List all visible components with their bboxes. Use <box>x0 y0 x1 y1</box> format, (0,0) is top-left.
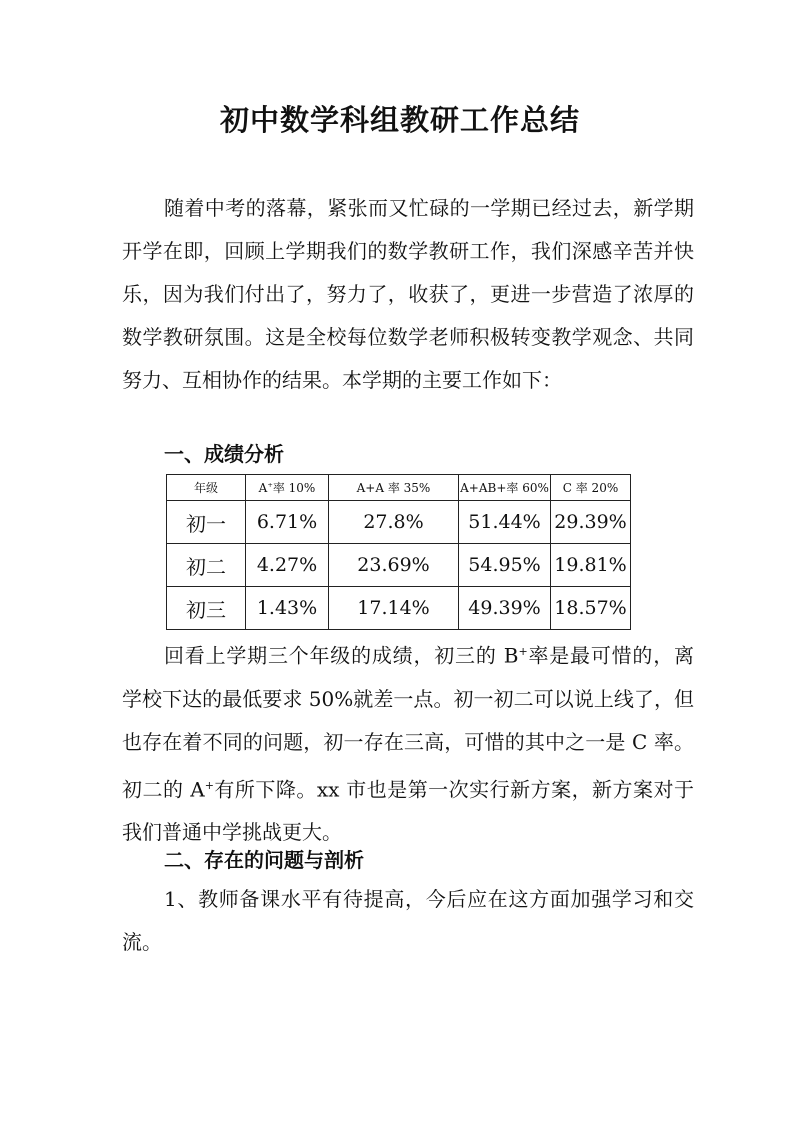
section-heading-score-analysis: 一、成绩分析 <box>164 442 284 466</box>
cell-a-plus: 6.71% <box>246 501 329 544</box>
header-grade: 年级 <box>167 475 246 501</box>
intro-paragraph: 随着中考的落幕，紧张而又忙碌的一学期已经过去，新学期开学在即，回顾上学期我们的数学教研工作，我们深感辛苦并快乐，因为我们付出了，努力了，收获了，更进一步营造了浓厚的数学教研氛围。这是全校每位数学老师积极转变教学观念、共同努力、互相协作的结果。本学期的主要工作如下： <box>122 196 694 392</box>
header-a-plus-a-rate: A+A 率 35% <box>329 475 459 501</box>
cell-a-plus-a: 27.8% <box>329 501 459 544</box>
header-a-plus-prefix: A <box>258 481 268 495</box>
cell-a-plus-a: 17.14% <box>329 587 459 630</box>
score-table <box>166 474 631 630</box>
cell-c-rate: 18.57% <box>551 587 631 630</box>
cell-grade: 初二 <box>167 544 246 587</box>
table-header-row <box>167 475 631 501</box>
analysis-sup-2: + <box>204 778 214 792</box>
cell-a-plus-ab: 54.95% <box>459 544 551 587</box>
table-row <box>167 587 631 630</box>
header-a-plus-ab-rate: A+AB+率 60% <box>459 475 551 501</box>
cell-a-plus-ab: 51.44% <box>459 501 551 544</box>
header-c-rate: C 率 20% <box>551 475 631 501</box>
cell-a-plus: 4.27% <box>246 544 329 587</box>
header-a-plus-suffix: 率 10% <box>272 481 316 495</box>
table-row <box>167 544 631 587</box>
cell-a-plus-a: 23.69% <box>329 544 459 587</box>
cell-grade: 初一 <box>167 501 246 544</box>
analysis-text-2: 率是最可惜的，离学校下达的最低要求 50%就差一点。初一初二可以说上线了，但也存在着不同的问题，初一存在三高，可惜的其中之一是 C 率。初二的 A <box>122 643 694 802</box>
document-title: 初中数学科组教研工作总结 <box>219 103 580 137</box>
section-heading-problems: 二、存在的问题与剖析 <box>164 848 364 872</box>
problem-item-1: 1、教师备课水平有待提高，今后应在这方面加强学习和交流。 <box>122 887 694 954</box>
header-a-plus-sup: + <box>267 481 273 489</box>
table-row <box>167 501 631 544</box>
cell-a-plus: 1.43% <box>246 587 329 630</box>
analysis-sup-1: + <box>518 645 528 658</box>
analysis-text-1: 回看上学期三个年级的成绩，初三的 B <box>164 643 519 668</box>
cell-a-plus-ab: 49.39% <box>459 587 551 630</box>
header-a-plus-rate <box>246 475 329 501</box>
analysis-paragraph <box>122 630 694 854</box>
cell-c-rate: 29.39% <box>551 501 631 544</box>
analysis-text-3: 有所下降。xx 市也是第一次实行新方案，新方案对于我们普通中学挑战更大。 <box>122 777 694 845</box>
cell-grade: 初三 <box>167 587 246 630</box>
cell-c-rate: 19.81% <box>551 544 631 587</box>
